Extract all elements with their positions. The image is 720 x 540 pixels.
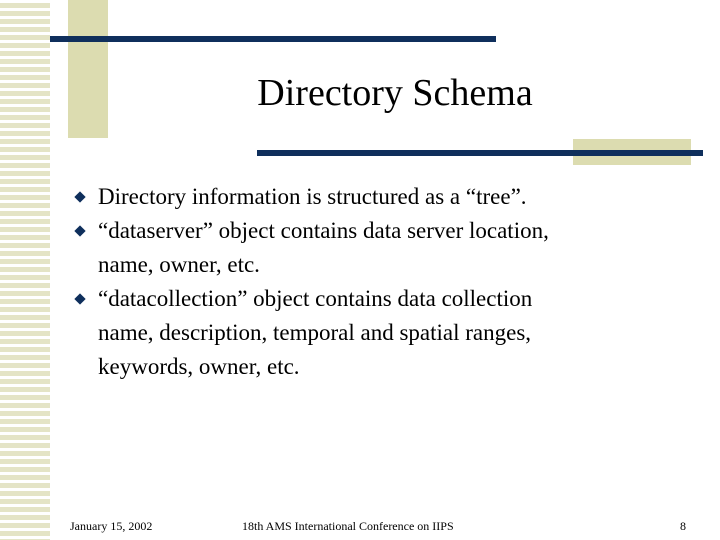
bullet-text-line: name, description, temporal and spatial ranges, [98, 320, 532, 345]
bullet-list [72, 180, 692, 384]
left-stripe-band [0, 0, 50, 540]
bullet-item [72, 180, 692, 214]
bullet-text-line: keywords, owner, etc. [98, 354, 300, 379]
footer-conference: 18th AMS International Conference on IIPS [242, 519, 454, 533]
diamond-bullet-icon [74, 191, 85, 202]
bullet-text-line: Directory information is structured as a “tree”. [98, 184, 527, 209]
page-number: 8 [680, 519, 686, 533]
bullet-item [72, 214, 692, 282]
title-accent-block [68, 0, 108, 138]
bullet-text-line: name, owner, etc. [98, 252, 260, 277]
footer-date: January 15, 2002 [70, 519, 153, 533]
bullet-item [72, 282, 692, 384]
slide-title: Directory Schema [257, 72, 533, 114]
diamond-bullet-icon [74, 293, 85, 304]
bullet-text-line: “datacollection” object contains data collection [98, 286, 533, 311]
title-top-rule [50, 36, 496, 42]
bullet-text-line: “dataserver” object contains data server location, [98, 218, 549, 243]
title-bottom-rule [257, 150, 703, 156]
diamond-bullet-icon [74, 225, 85, 236]
